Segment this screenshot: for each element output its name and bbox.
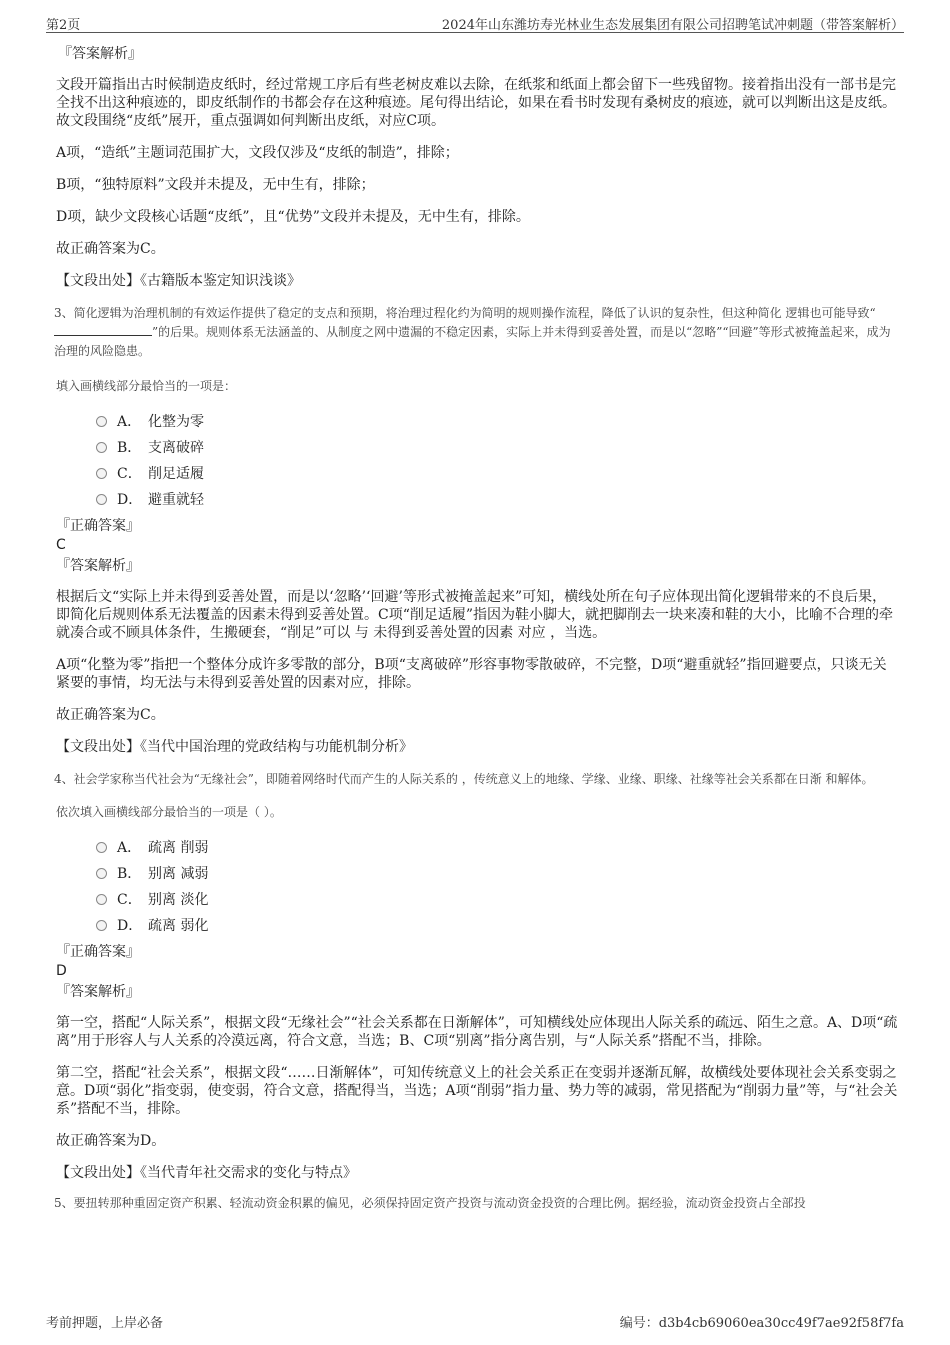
question-4-options [96, 834, 900, 938]
question-5-stem: 5、要扭转那种重固定资产积累、轻流动资金积累的偏见，必须保持固定资产投资与流动资金投资的合理比例。据经验，流动资金投资占全部投 [54, 1196, 806, 1210]
option-b[interactable]: B． 支离破碎 [96, 434, 900, 460]
analysis-text: 第二空，搭配“社会关系”，根据文段“……日渐解体”，可知传统意义上的社会关系正在变弱并逐渐瓦解，故横线处要体现社会关系变弱之意。D项“弱化”指变弱，使变弱，符合文意，搭配得当，当选；A项“削弱”指力量、势力等的减弱，常见搭配为“削弱力量”等，与“社会关系”搭配不当，排除。 [56, 1065, 898, 1117]
analysis-text: 第一空，搭配“人际关系”，根据文段“无缘社会”“社会关系都在日渐解体”，可知横线处应体现出人际关系的疏远、陌生之意。A、D项“疏离”用于形容人与人关系的冷漠远离，符合文意，当选；B、C项“别离”指分离告别，与“人际关系”搭配不当，排除。 [56, 1015, 898, 1049]
source-citation: 【文段出处】《当代中国治理的党政结构与功能机制分析》 [56, 739, 413, 755]
radio-button[interactable] [96, 442, 107, 453]
correct-answer-label: 『正确答案』 [56, 518, 140, 534]
radio-button[interactable] [96, 894, 107, 905]
analysis-conclusion: 故正确答案为C。 [56, 241, 165, 257]
analysis-text: 根据后文“实际上并未得到妥善处置，而是以‘忽略’‘回避’等形式被掩盖起来”可知，横线处所在句子应体现出简化逻辑带来的不良后果，即简化后规则体系无法覆盖的因素未得到妥善处置。C项“削足适履”指因为鞋小脚大，就把脚削去一块来凑和鞋的大小，比喻不合理的牵就凑合或不顾具体条件，生搬硬套，“削足”可以 与 未得到妥善处置的因素 对应 ，当选。 [56, 589, 894, 641]
option-b[interactable]: B． 别离 减弱 [96, 860, 900, 886]
option-a[interactable]: A． 化整为零 [96, 408, 900, 434]
radio-button[interactable] [96, 920, 107, 931]
source-citation: 【文段出处】《古籍版本鉴定知识浅谈》 [56, 273, 301, 289]
analysis-conclusion: 故正确答案为C。 [56, 707, 165, 723]
correct-answer-label: 『正确答案』 [56, 944, 140, 960]
analysis-text: 文段开篇指出古时候制造皮纸时，经过常规工序后有些老树皮难以去除，在纸浆和纸面上都会留下一些残留物。接着指出没有一部书是完全找不出这种痕迹的，即皮纸制作的书都会存在这种痕迹。尾句得出结论，如果在看书时发现有桑树皮的痕迹，就可以判断出这是皮纸。故文段围绕“皮纸”展开，重点强调如何判断出皮纸，对应C项。 [56, 77, 896, 129]
question-3-stem-part2: ”的后果。规则体系无法涵盖的、从制度之网中遗漏的不稳定因素，实际上并未得到妥善处置，而是以“忽略”“回避”等形式被掩盖起来，成为治理的风险隐患。 [54, 325, 891, 358]
option-a[interactable]: A． 疏离 削弱 [96, 834, 900, 860]
source-citation: 【文段出处】《当代青年社交需求的变化与特点》 [56, 1165, 357, 1181]
analysis-text: A项“化整为零”指把一个整体分成许多零散的部分，B项“支离破碎”形容事物零散破碎，不完整，D项“避重就轻”指回避要点，只谈无关紧要的事情，均无法与未得到妥善处置的因素对应，排除。 [56, 657, 887, 691]
option-d[interactable]: D． 疏离 弱化 [96, 912, 900, 938]
page-number: 第2页 [46, 18, 81, 33]
question-4-stem: 4、社会学家称当代社会为“无缘社会”，即随着网络时代而产生的人际关系的 ，传统意义上的地缘、学缘、业缘、职缘、社缘等社会关系都在日渐 和解体。 [54, 772, 874, 786]
document-title: 2024年山东潍坊寿光林业生态发展集团有限公司招聘笔试冲刺题（带答案解析） [441, 18, 904, 33]
document-id: 编号：d3b4cb69060ea30cc49f7ae92f58f7fa [619, 1316, 904, 1331]
radio-button[interactable] [96, 494, 107, 505]
radio-button[interactable] [96, 468, 107, 479]
radio-button[interactable] [96, 416, 107, 427]
footer-slogan: 考前押题，上岸必备 [46, 1316, 164, 1331]
correct-answer: C [56, 537, 66, 553]
question-3-stem [54, 304, 900, 361]
option-c[interactable]: C． 别离 淡化 [96, 886, 900, 912]
radio-button[interactable] [96, 868, 107, 879]
question-3-options [96, 408, 900, 512]
analysis-option-d: D项，缺少文段核心话题“皮纸”，且“优势”文段并未提及，无中生有，排除。 [56, 209, 530, 225]
analysis-label: 『答案解析』 [56, 558, 140, 574]
page-header [46, 8, 904, 33]
fill-blank [54, 323, 152, 336]
analysis-conclusion: 故正确答案为D。 [56, 1133, 166, 1149]
option-c[interactable]: C． 削足适履 [96, 460, 900, 486]
question-4-prompt: 依次填入画横线部分最恰当的一项是（ ）。 [56, 805, 282, 819]
analysis-option-b: B项，“独特原料”文段并未提及，无中生有，排除； [56, 177, 375, 193]
option-d[interactable]: D． 避重就轻 [96, 486, 900, 512]
analysis-label: 『答案解析』 [58, 46, 142, 62]
question-3-prompt: 填入画横线部分最恰当的一项是： [56, 379, 237, 393]
analysis-label: 『答案解析』 [56, 984, 140, 1000]
question-3-stem-part1: 3、简化逻辑为治理机制的有效运作提供了稳定的支点和预期，将治理过程化约为简明的规则操作流程，降低了认识的复杂性，但这种简化 逻辑也可能导致“ [54, 306, 876, 320]
analysis-option-a: A项，“造纸”主题词范围扩大，文段仅涉及“皮纸的制造”，排除； [56, 145, 459, 161]
radio-button[interactable] [96, 842, 107, 853]
correct-answer: D [56, 963, 67, 979]
document-body [56, 44, 900, 1213]
